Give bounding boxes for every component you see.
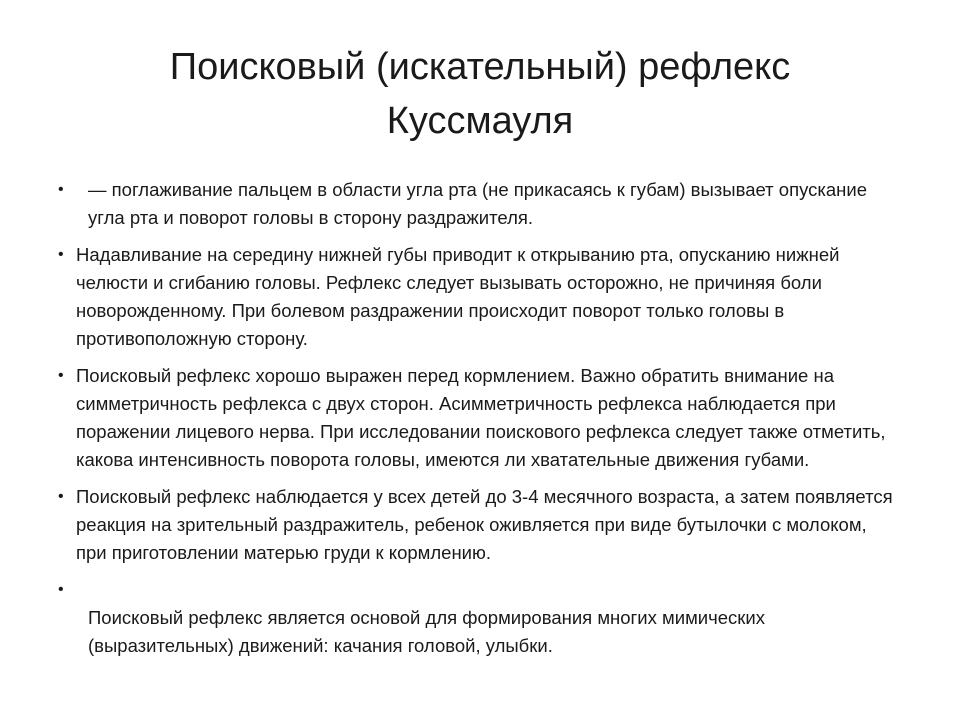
bullet-text: Поисковый рефлекс хорошо выражен перед кормлением. Важно обратить внимание на симметричность рефлекса с двух сторон. Асимметричность рефлекса наблюдается при поражении лицевого нерва. При исследовании поискового рефлекса следует также отметить, какова интенсивность поворота головы, имеются ли хватательные движения губами. [76, 365, 886, 470]
bullet-spacer [76, 576, 902, 604]
bullet-text: — поглаживание пальцем в области угла рта (не прикасаясь к губам) вызывает опускание угла рта и поворот головы в сторону раздражителя. [88, 179, 868, 228]
bullet-dot-icon: • [58, 367, 64, 384]
bullet-dot-icon: • [58, 581, 64, 598]
bullet-list [56, 176, 902, 669]
bullet-item [56, 576, 902, 660]
bullet-item [56, 483, 902, 567]
slide-title [80, 40, 880, 148]
bullet-text: Поисковый рефлекс наблюдается у всех детей до 3-4 месячного возраста, а затем появляется реакция на зрительный раздражитель, ребенок оживляется при виде бутылочки с молоком, при приготовлении матерью груди к кормлению. [76, 486, 893, 563]
bullet-item [56, 362, 902, 474]
bullet-item [56, 176, 902, 232]
bullet-text: Надавливание на середину нижней губы приводит к открыванию рта, опусканию нижней челюсти и сгибанию головы. Рефлекс следует вызывать осторожно, не причиняя боли новорожденному. При болевом раздражении происходит поворот только головы в противоположную сторону. [76, 244, 840, 349]
slide-title-line-2: Куссмауля [386, 100, 574, 142]
bullet-text: Поисковый рефлекс является основой для формирования многих мимических (выразительных) движений: качания головой, улыбки. [88, 607, 765, 656]
bullet-dot-icon: • [58, 246, 64, 263]
slide-title-line-1: Поисковый (искательный) рефлекс [169, 46, 791, 88]
bullet-item [56, 241, 902, 353]
bullet-dot-icon: • [58, 181, 64, 198]
bullet-dot-icon: • [58, 488, 64, 505]
